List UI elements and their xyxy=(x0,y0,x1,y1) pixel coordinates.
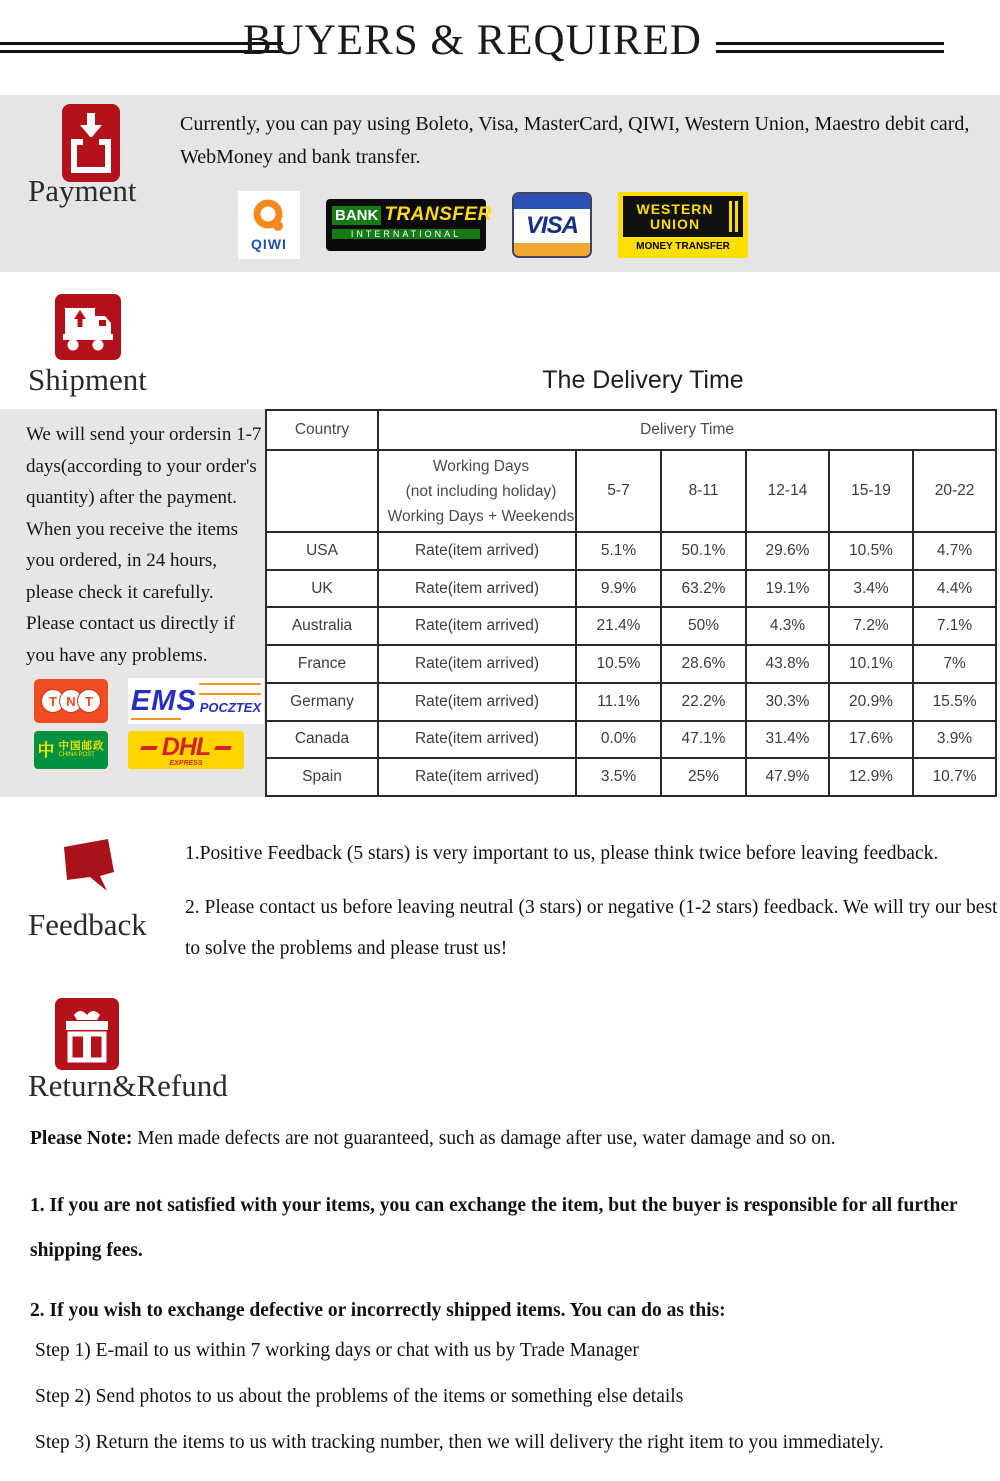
wd-line: Working Days + Weekends xyxy=(387,507,575,525)
table-row xyxy=(266,645,996,683)
payment-description: Currently, you can pay using Boleto, Visa, MasterCard, QIWI, Western Union, Maestro debit card, WebMoney and bank transfer. xyxy=(180,113,970,168)
western-union-wordmark xyxy=(623,196,743,237)
wd-line: (not including holiday) xyxy=(405,482,557,500)
rate-cell: 20.9% xyxy=(829,683,913,721)
carrier-logos xyxy=(34,678,265,769)
feedback-section xyxy=(0,821,1000,984)
range-cell: 15-19 xyxy=(829,450,913,532)
rate-label-cell: Rate(item arrived) xyxy=(378,721,576,759)
shipment-note-panel xyxy=(0,409,265,797)
rate-cell: 10.5% xyxy=(829,532,913,570)
country-cell: UK xyxy=(266,570,378,608)
range-cell: 20-22 xyxy=(913,450,996,532)
union-word: UNION xyxy=(649,215,701,232)
rate-cell: 47.9% xyxy=(746,758,829,796)
visa-wordmark: VISA xyxy=(525,212,578,239)
rate-cell: 50.1% xyxy=(661,532,746,570)
payment-section xyxy=(0,95,1000,272)
page-title: BUYERS & REQUIRED xyxy=(243,17,702,64)
rate-label-cell: Rate(item arrived) xyxy=(378,683,576,721)
bank-word: BANK xyxy=(332,206,381,225)
table-row xyxy=(266,721,996,759)
rate-cell: 12.9% xyxy=(829,758,913,796)
delivery-time-table xyxy=(265,409,997,797)
rate-cell: 5.1% xyxy=(576,532,661,570)
payment-logos xyxy=(238,191,748,259)
ems-wordmark: EMS xyxy=(130,684,197,717)
range-cell: 12-14 xyxy=(746,450,829,532)
return-point-1: 1. If you are not satisfied with your items, you can exchange the item, but the buyer is responsible for all further shipping fees. xyxy=(30,1195,958,1261)
return-point-2: 2. If you wish to exchange defective or incorrectly shipped items. You can do as this: xyxy=(30,1300,726,1321)
country-cell: Germany xyxy=(266,683,378,721)
rate-cell: 7.1% xyxy=(913,607,996,645)
rate-label-cell: Rate(item arrived) xyxy=(378,532,576,570)
rate-label-cell: Rate(item arrived) xyxy=(378,758,576,796)
rate-cell: 22.2% xyxy=(661,683,746,721)
country-cell: Australia xyxy=(266,607,378,645)
rate-cell: 3.9% xyxy=(913,721,996,759)
rate-cell: 47.1% xyxy=(661,721,746,759)
delivery-table-wrap xyxy=(265,409,1000,797)
notes-block xyxy=(0,1112,1000,1460)
shipment-note: We will send your ordersin 1-7 days(according to your order's quantity) after the payment. When you receive the items you ordered, in 24 hours, please check it carefully. Please contact us directly if you have any problems. xyxy=(26,424,262,666)
rate-cell: 21.4% xyxy=(576,607,661,645)
visa-orange-band xyxy=(514,243,590,256)
range-cell: 8-11 xyxy=(661,450,746,532)
range-cell: 5-7 xyxy=(576,450,661,532)
return-step-3: Step 3) Return the items to us with tracking number, then we will delivery the right item to you immediately. xyxy=(35,1432,884,1453)
delivery-truck-icon xyxy=(55,294,121,365)
tnt-letter: N xyxy=(59,689,83,713)
gift-box-icon xyxy=(55,998,119,1075)
table-row xyxy=(266,607,996,645)
rate-cell: 9.9% xyxy=(576,570,661,608)
return-refund-section xyxy=(0,984,1000,1112)
col-country: Country xyxy=(266,410,378,450)
rate-cell: 28.6% xyxy=(661,645,746,683)
rate-cell: 3.5% xyxy=(576,758,661,796)
rate-cell: 4.4% xyxy=(913,570,996,608)
shipment-body xyxy=(0,409,1000,797)
page-header xyxy=(0,0,1000,95)
col-delivery-time: Delivery Time xyxy=(378,410,996,450)
wd-line: Working Days xyxy=(432,457,530,475)
money-transfer-word: MONEY TRANSFER xyxy=(636,241,730,252)
visa-logo xyxy=(512,192,592,258)
working-days-row xyxy=(266,450,996,532)
country-cell: France xyxy=(266,645,378,683)
western-union-bars xyxy=(735,201,738,232)
tnt-letter: T xyxy=(41,689,65,713)
please-note-text: Men made defects are not guaranteed, such as damage after use, water damage and so on. xyxy=(132,1128,836,1149)
western-union-logo xyxy=(618,192,748,258)
qiwi-wordmark: QIWI xyxy=(251,235,287,252)
international-word: INTERNATIONAL xyxy=(332,229,480,239)
china-post-cn: 中国邮政 xyxy=(58,740,105,752)
rate-cell: 15.5% xyxy=(913,683,996,721)
return-step-2: Step 2) Send photos to us about the problems of the items or something else details xyxy=(35,1386,684,1407)
rate-cell: 43.8% xyxy=(746,645,829,683)
table-row xyxy=(266,683,996,721)
rate-cell: 4.7% xyxy=(913,532,996,570)
rate-cell: 31.4% xyxy=(746,721,829,759)
rate-cell: 10.7% xyxy=(913,758,996,796)
working-days-cell xyxy=(378,450,576,532)
feedback-point-1: 1.Positive Feedback (5 stars) is very important to us, please think twice before leaving feedback. xyxy=(185,843,939,864)
dhl-express-word: EXPRESS xyxy=(169,760,203,767)
dhl-logo xyxy=(128,731,244,769)
rate-cell: 11.1% xyxy=(576,683,661,721)
table-row xyxy=(266,758,996,796)
return-step-1: Step 1) E-mail to us within 7 working days or chat with us by Trade Manager xyxy=(35,1340,639,1361)
rate-cell: 7% xyxy=(913,645,996,683)
china-post-en: CHINA POST xyxy=(58,752,95,759)
table-row xyxy=(266,532,996,570)
pocztex-wordmark: POCZTEX xyxy=(199,699,262,715)
rate-cell: 17.6% xyxy=(829,721,913,759)
feedback-label: Feedback xyxy=(28,907,147,942)
table-header-row xyxy=(266,410,996,450)
rate-label-cell: Rate(item arrived) xyxy=(378,607,576,645)
rate-cell: 29.6% xyxy=(746,532,829,570)
rate-label-cell: Rate(item arrived) xyxy=(378,645,576,683)
please-note-line xyxy=(30,1128,970,1150)
qiwi-logo xyxy=(238,191,300,259)
payment-label: Payment xyxy=(28,173,137,208)
return-refund-label: Return&Refund xyxy=(28,1068,228,1103)
feedback-point-2: 2. Please contact us before leaving neutral (3 stars) or negative (1-2 stars) feedback. We will try our best to solve the problems and please trust us! xyxy=(185,897,998,959)
rate-cell: 50% xyxy=(661,607,746,645)
rate-cell: 0.0% xyxy=(576,721,661,759)
dhl-dash-left xyxy=(140,746,158,750)
rate-cell: 30.3% xyxy=(746,683,829,721)
qiwi-q-icon xyxy=(250,199,288,235)
dhl-wordmark: DHL xyxy=(161,733,211,761)
western-word: WESTERN xyxy=(636,200,714,217)
rate-cell: 7.2% xyxy=(829,607,913,645)
rate-cell: 63.2% xyxy=(661,570,746,608)
rate-cell: 4.3% xyxy=(746,607,829,645)
china-post-logo xyxy=(34,731,108,769)
rate-cell: 25% xyxy=(661,758,746,796)
bank-transfer-logo xyxy=(326,199,492,251)
country-cell: Canada xyxy=(266,721,378,759)
delivery-time-title: The Delivery Time xyxy=(542,366,744,394)
dhl-dash-right xyxy=(214,746,232,750)
china-post-emblem-icon: 中 xyxy=(37,740,55,760)
transfer-word: TRANSFER xyxy=(384,204,492,225)
rate-cell: 3.4% xyxy=(829,570,913,608)
table-row xyxy=(266,570,996,608)
speech-bubble-icon xyxy=(55,835,125,906)
visa-blue-band xyxy=(514,194,590,209)
rate-cell: 10.1% xyxy=(829,645,913,683)
rate-label-cell: Rate(item arrived) xyxy=(378,570,576,608)
country-cell: Spain xyxy=(266,758,378,796)
rate-cell: 19.1% xyxy=(746,570,829,608)
country-cell: USA xyxy=(266,532,378,570)
shipment-label: Shipment xyxy=(28,362,147,397)
please-note-prefix: Please Note: xyxy=(30,1128,133,1149)
tnt-logo xyxy=(34,679,108,723)
ems-pocztex-logo xyxy=(128,678,264,724)
title-rule-right xyxy=(716,42,944,53)
empty-cell xyxy=(266,450,378,532)
shipment-header xyxy=(0,272,1000,409)
tnt-letter: T xyxy=(77,689,101,713)
rate-cell: 10.5% xyxy=(576,645,661,683)
